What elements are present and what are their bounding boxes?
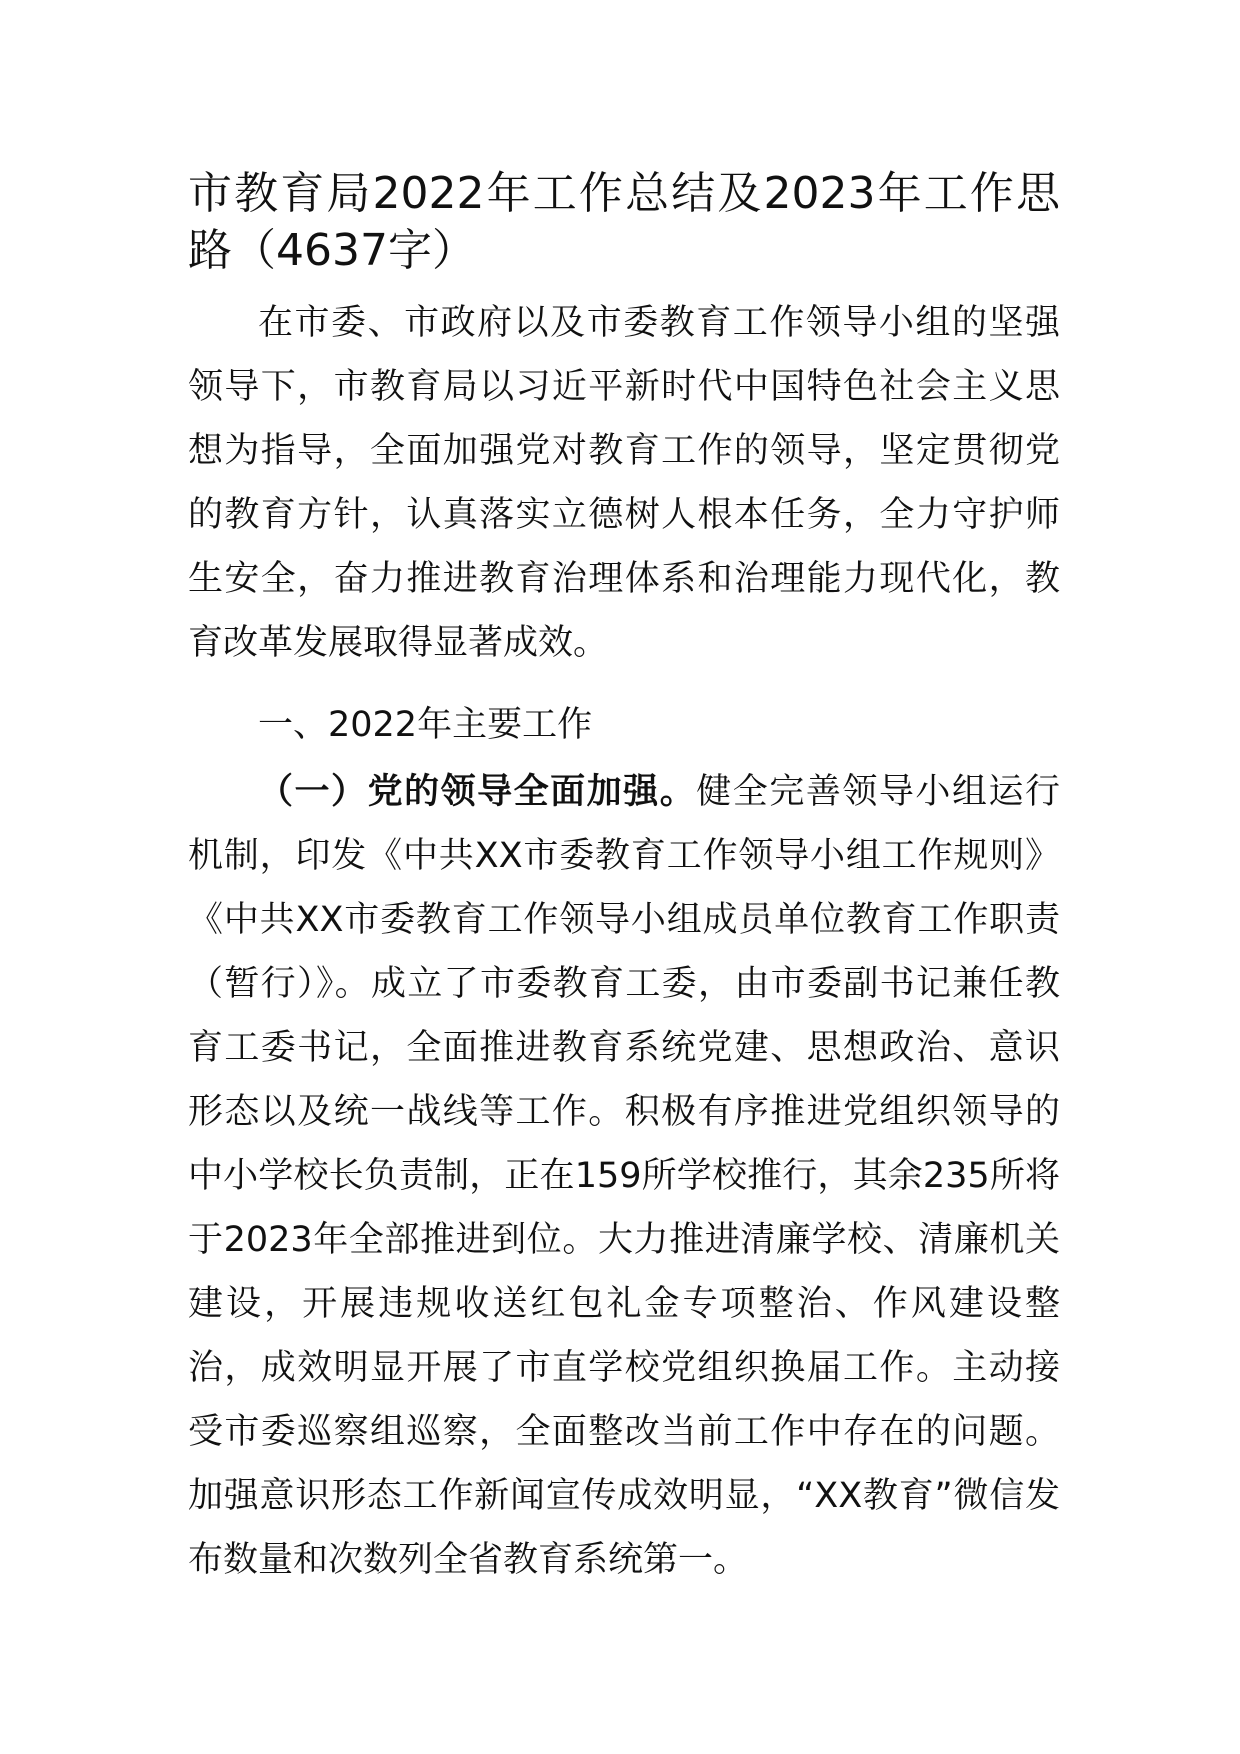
section-lead-title: （一）党的领导全面加强。 bbox=[258, 772, 697, 812]
document-title: 市教育局2022年工作总结及2023年工作思路（4637字） bbox=[188, 168, 1060, 276]
section-heading-main-work: 一、2022年主要工作 bbox=[258, 705, 593, 745]
document-page bbox=[188, 165, 1060, 1592]
intro-paragraph: 在市委、市政府以及市委教育工作领导小组的坚强领导下，市教育局以习近平新时代中国特色社会主义思想为指导，全面加强党对教育工作的领导，坚定贯彻党的教育方针，认真落实立德树人根本任务，全力守护师生安全，奋力推进教育治理体系和治理能力现代化，教育改革发展取得显著成效。 bbox=[188, 303, 1060, 663]
section-party-leadership bbox=[188, 760, 1060, 1592]
section-body-text: 健全完善领导小组运行机制，印发《中共XX市委教育工作领导小组工作规则》《中共XX市委教育工作领导小组成员单位教育工作职责（暂行）》。成立了市委教育工委，由市委副书记兼任教育工委书记，全面推进教育系统党建、思想政治、意识形态以及统一战线等工作。积极有序推进党组织领导的中小学校长负责制，正在159所学校推行，其余235所将于2023年全部推进到位。大力推进清廉学校、清廉机关建设，开展违规收送红包礼金专项整治、作风建设整治，成效明显开展了市直学校党组织换届工作。主动接受市委巡察组巡察，全面整改当前工作中存在的问题。加强意识形态工作新闻宣传成效明显，“XX教育”微信发布数量和次数列全省教育系统第一。 bbox=[188, 772, 1060, 1580]
